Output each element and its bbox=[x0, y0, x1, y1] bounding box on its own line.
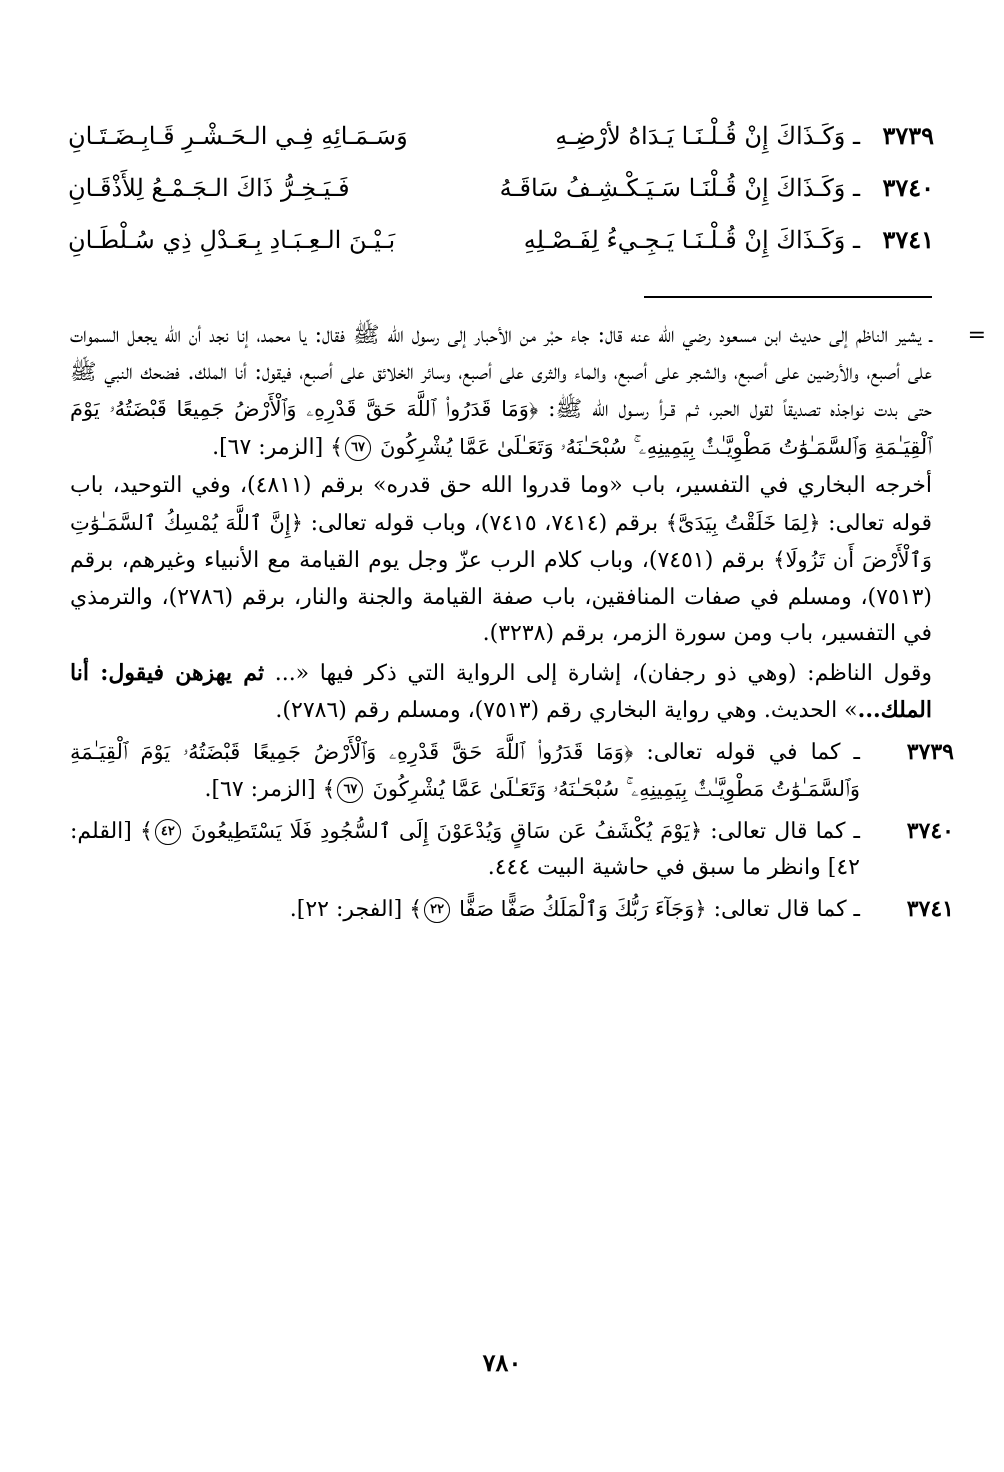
verse-first-hemistich: ـ وَكَـذَاكَ إِنْ قُـلْنَـا سَـيَـكْـشِـفُ سَاقَـهُ bbox=[499, 174, 860, 202]
footnote-paragraph bbox=[70, 468, 932, 653]
footnotes bbox=[70, 318, 986, 928]
verse-first-hemistich: ـ وَكَـذَاكَ إِنْ قُـلْـنَـا يَـدَاهُ لأرْضِـهِ bbox=[555, 122, 860, 150]
hadith-text: ـ يشير الناظم إلى حديث ابن مسعود رضي الله عنه قال: جاء حبْر من الأحبار إلى رسول الله ﷺ فقال: يا محمد، إنا نجد أن الله يجعل السموات على أصبع، والأرضين على أصبع، والشجر على أصبع، والماء والثرى على أصبع، وسائر الخلائق على أصبع، فيقول: أنا الملك. فضحك النبي ﷺ حتى بدت نواجذه تصديقاً لقول الحبر، ثـم قـرأ رسـول الله ﷺ: bbox=[70, 323, 932, 422]
citation: ﴾ [الزمر: ٦٧]. bbox=[204, 777, 336, 802]
verse-second-hemistich: وَسَـمَـائِهِ فِـي الـحَـشْـرِ قَـابِـضَـتَـانِ bbox=[68, 122, 408, 150]
verse-reference-number: ٣٧٤١ bbox=[906, 895, 954, 922]
quran-quote: ﴿وَمَا قَدَرُوا۟ ٱللَّهَ حَقَّ قَدْرِهِۦ وَٱلْأَرْضُ جَمِيعًا قَبْضَتُهُۥ يَوْمَ ٱلْقِيَـٰمَةِ وَٱلسَّمَـٰوَٰتُ مَطْوِيَّـٰتٌۢ بِيَمِينِهِۦ ۚ سُبْحَـٰنَهُۥ وَتَعَـٰلَىٰ عَمَّا يُشْرِكُونَ bbox=[70, 397, 932, 459]
verse-number: ٣٧٣٩ bbox=[882, 121, 934, 150]
verse-line bbox=[68, 214, 934, 266]
ayah-number-mark: ٤٢ bbox=[155, 819, 181, 845]
verse-second-hemistich: بَـيْـنَ الـعِـبَـادِ بِـعَـدْلِ ذِي سُـلْطَـانِ bbox=[68, 226, 396, 254]
poem-verses bbox=[68, 110, 934, 266]
verse-reference-text bbox=[70, 813, 860, 887]
takhrij-text: برقم (٧٤١٤، ٧٤١٥)، وباب قوله تعالى: bbox=[310, 510, 659, 536]
verse-reference-number: ٣٧٣٩ bbox=[906, 738, 954, 765]
commentary-text: وقول الناظم: (وهي ذو رجفان)، إشارة إلى الرواية التي ذكر فيها «... bbox=[274, 660, 932, 686]
reference-lead: ـ كما قال تعالى: bbox=[710, 818, 861, 844]
verse-reference-text bbox=[70, 734, 860, 809]
ayah-number-mark: ٦٧ bbox=[345, 435, 371, 461]
verse-reference bbox=[70, 891, 954, 929]
quran-quote: ﴿إِنَّ ٱللَّهَ يُمْسِكُ ٱلسَّمَـٰوَٰتِ وَٱلْأَرْضَ أَن تَزُولَا﴾ bbox=[70, 510, 932, 572]
continuation-mark: = bbox=[967, 323, 986, 348]
bold-quote: ثم يهزهن فيقول: أنا الملك... bbox=[70, 659, 932, 723]
ayah-number-mark: ٢٢ bbox=[424, 897, 450, 923]
takhrij-text: برقم (٧٤٥١)، وباب كلام الرب عزّ وجل يوم القيامة مع الأنبياء وغيرهم، برقم (٧٥١٣)، ومسلم في صفات المنافقين، باب صفة القيامة والجنة والنار، برقم (٢٧٨٦)، والترمذي في التفسير، باب ومن سورة الزمر، برقم (٣٢٣٨). bbox=[70, 548, 932, 646]
quran-quote: ﴿وَمَا قَدَرُوا۟ ٱللَّهَ حَقَّ قَدْرِهِۦ وَٱلْأَرْضُ جَمِيعًا قَبْضَتُهُۥ يَوْمَ ٱلْقِيَـٰمَةِ وَٱلسَّمَـٰوَٰتُ مَطْوِيَّـٰتٌۢ بِيَمِينِهِۦ ۚ سُبْحَـٰنَهُۥ وَتَعَـٰلَىٰ عَمَّا يُشْرِكُونَ bbox=[70, 739, 860, 801]
takhrij-text: أخرجه البخاري في التفسير، باب «وما قدروا الله حق قدره» برقم (٤٨١١)، وفي التوحيد، باب قوله تعالى: bbox=[70, 473, 933, 536]
verse-second-hemistich: فَـيَـخِـرُّ ذَاكَ الـجَـمْـعُ لِلأَذْقَـانِ bbox=[68, 174, 350, 202]
verse-reference bbox=[70, 813, 954, 887]
commentary-text: » الحديث. وهي رواية البخاري رقم (٧٥١٣)، ومسلم رقم (٢٧٨٦). bbox=[275, 698, 858, 723]
reference-lead: ـ كما في قوله تعالى: bbox=[646, 739, 860, 765]
footnote-paragraph bbox=[70, 318, 932, 466]
footnote-separator bbox=[644, 296, 932, 298]
ayah-number-mark: ٦٧ bbox=[337, 777, 363, 803]
footnote-paragraph bbox=[70, 655, 932, 730]
citation: ﴾ [الزمر: ٦٧]. bbox=[212, 434, 344, 460]
citation: ﴾ [الفجر: ٢٢]. bbox=[289, 896, 423, 922]
quran-quote: ﴿لِمَا خَلَقْتُ بِيَدَىَّ﴾ bbox=[665, 510, 821, 535]
page-number: ٧٨٠ bbox=[482, 1348, 522, 1377]
verse-line bbox=[68, 162, 934, 214]
verse-first-hemistich: ـ وَكَـذَاكَ إِنْ قُـلْـنَـا يَـجِـيءُ لِفَـصْـلِهِ bbox=[523, 226, 860, 254]
verse-line bbox=[68, 110, 934, 162]
verse-reference bbox=[70, 734, 954, 809]
verse-number: ٣٧٤١ bbox=[882, 225, 934, 254]
verse-reference-number: ٣٧٤٠ bbox=[906, 817, 954, 844]
quran-quote: ﴿يَوْمَ يُكْشَفُ عَن سَاقٍ وَيُدْعَوْنَ إِلَى ٱلسُّجُودِ فَلَا يَسْتَطِيعُونَ bbox=[190, 818, 703, 843]
reference-lead: ـ كما قال تعالى: bbox=[713, 896, 860, 922]
verse-reference-text bbox=[70, 891, 860, 929]
verse-number: ٣٧٤٠ bbox=[882, 173, 934, 202]
citation: ﴾ [القلم: ٤٢] وانظر ما سبق في حاشية البيت ٤٤٤. bbox=[70, 818, 860, 880]
quran-quote: ﴿وَجَآءَ رَبُّكَ وَٱلْمَلَكُ صَفًّا صَفًّا bbox=[459, 896, 707, 921]
